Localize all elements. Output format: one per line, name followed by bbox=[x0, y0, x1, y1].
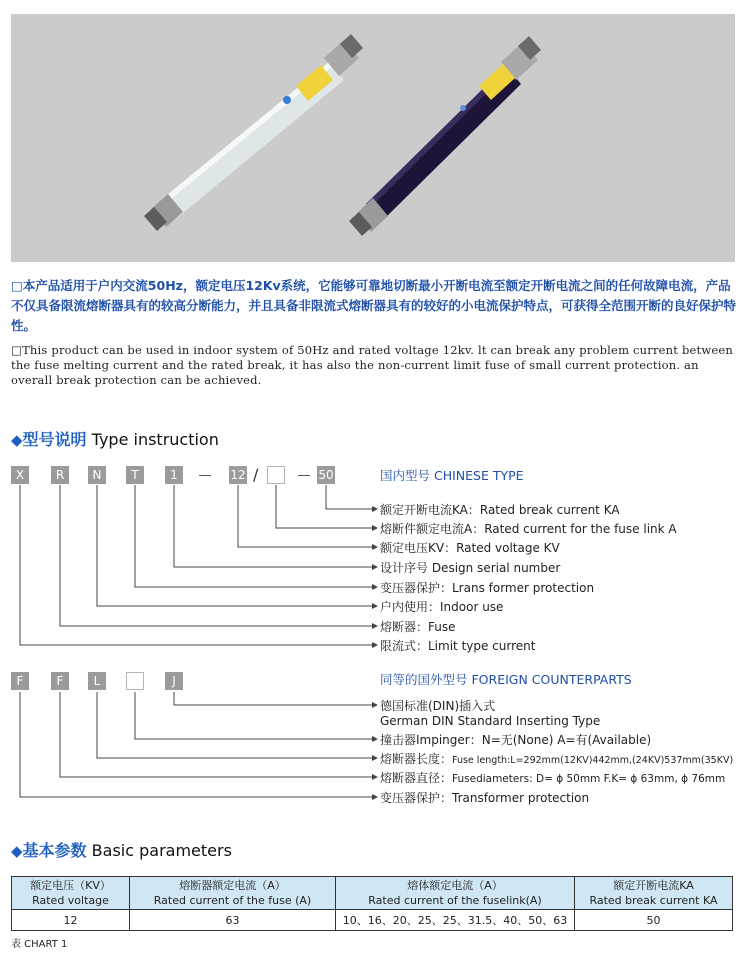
intro-chinese: □本产品适用于户内交流50Hz，额定电压12Kv系统，它能够可靠地切断最小开断电流至额定开断电流之间的任何故障电流，产品不仅具备限流熔断器具有的较高分断能力，并且具备非限流式熔断器具有的较好的小电流保护特点，可获得全范围开断的良好保护特性。 bbox=[11, 278, 737, 333]
basic-parameters-title bbox=[11, 838, 232, 861]
label-fuse-link-current: 熔断件额定电流A：Rated current for the fuse link A bbox=[380, 522, 677, 536]
diamond-bullet-icon: ◆ bbox=[11, 431, 23, 449]
label-design-serial: 设计序号 Design serial number bbox=[380, 561, 561, 575]
foreign-box-empty bbox=[126, 672, 144, 690]
basic-title-cn: 基本参数 bbox=[22, 841, 87, 860]
label-limit-type: 限流式：Limit type current bbox=[380, 639, 536, 653]
label-fuse-diameter-en: Fusediameters: D= ϕ 50mm F.K= ϕ 63mm, ϕ 76mm bbox=[452, 773, 726, 785]
basic-title-en: Basic parameters bbox=[91, 841, 232, 860]
label-rated-break-current: 额定开断电流KA：Rated break current KA bbox=[380, 503, 620, 517]
label-fuse-length bbox=[380, 750, 733, 767]
label-din-cn: 德国标准(DIN)插入式 bbox=[380, 699, 496, 713]
label-fuse: 熔断器：Fuse bbox=[380, 620, 456, 634]
intro-english: □This product can be used in indoor system of 50Hz and rated voltage 12kv. lt can break any problem current between the fuse melting current and the rated break, it has also the non-current limit fuse of small current protection. an overall break protection can be achieved. bbox=[11, 343, 734, 387]
label-fuse-diameter bbox=[380, 769, 725, 786]
type-box-n: N bbox=[88, 466, 106, 484]
type-box-break: 50 bbox=[318, 468, 334, 482]
type-box-r: R bbox=[51, 466, 69, 484]
type-title-cn: 型号说明 bbox=[22, 430, 87, 449]
label-fuse-length-cn: 熔断器长度： bbox=[380, 752, 453, 766]
type-box-t: T bbox=[126, 466, 144, 484]
table-cell-break-current: 50 bbox=[575, 910, 733, 931]
foreign-box-l: L bbox=[88, 672, 106, 690]
label-impinger: 撞击器Impinger：N=无(None) A=有(Available) bbox=[380, 733, 652, 747]
foreign-box-f1: F bbox=[11, 672, 29, 690]
foreign-box-f2: F bbox=[51, 672, 69, 690]
type-title-en: Type instruction bbox=[91, 430, 219, 449]
label-indoor-use: 户内使用：Indoor use bbox=[380, 600, 504, 614]
basic-parameters-table bbox=[11, 876, 733, 931]
diamond-bullet-icon-2: ◆ bbox=[11, 842, 23, 860]
label-rated-voltage: 额定电压KV：Rated voltage KV bbox=[380, 541, 560, 555]
table-cell-fuse-current: 63 bbox=[130, 910, 336, 931]
label-transformer-protection-2: 变压器保护：Transformer protection bbox=[380, 791, 590, 805]
label-din-en: German DIN Standard Inserting Type bbox=[380, 714, 601, 728]
type-box-x: X bbox=[11, 466, 29, 484]
table-row bbox=[12, 910, 733, 931]
table-header-cell: 额定开断电流KA Rated break current KA bbox=[575, 877, 733, 910]
type-slash: / bbox=[253, 465, 259, 484]
foreign-type-header: 同等的国外型号 FOREIGN COUNTERPARTS bbox=[380, 672, 632, 687]
table-header-cell: 额定电压（KV） Rated voltage bbox=[12, 877, 130, 910]
label-transformer-protection: 变压器保护：Lrans former protection bbox=[380, 581, 595, 595]
table-cell-fuselink-current: 10、16、20、25、25、31.5、40、50、63 bbox=[336, 910, 575, 931]
type-box-serial: 1 bbox=[165, 466, 183, 484]
label-fuse-diameter-cn: 熔断器直径： bbox=[380, 771, 453, 785]
table-header-cell: 熔体额定电流（A） Rated current of the fuselink(A) bbox=[336, 877, 575, 910]
foreign-box-j: J bbox=[165, 672, 183, 690]
table-header-row bbox=[12, 877, 733, 910]
chinese-type-header: 国内型号 CHINESE TYPE bbox=[380, 468, 524, 483]
table-caption: 表 CHART 1 bbox=[11, 939, 68, 950]
label-fuse-length-en: Fuse length:L=292mm(12KV)442mm,(24KV)537mm(35KV) bbox=[452, 755, 734, 766]
type-box-voltage: 12 bbox=[230, 468, 246, 482]
table-cell-voltage: 12 bbox=[12, 910, 130, 931]
table-header-cell: 熔断器额定电流（A） Rated current of the fuse (A) bbox=[130, 877, 336, 910]
